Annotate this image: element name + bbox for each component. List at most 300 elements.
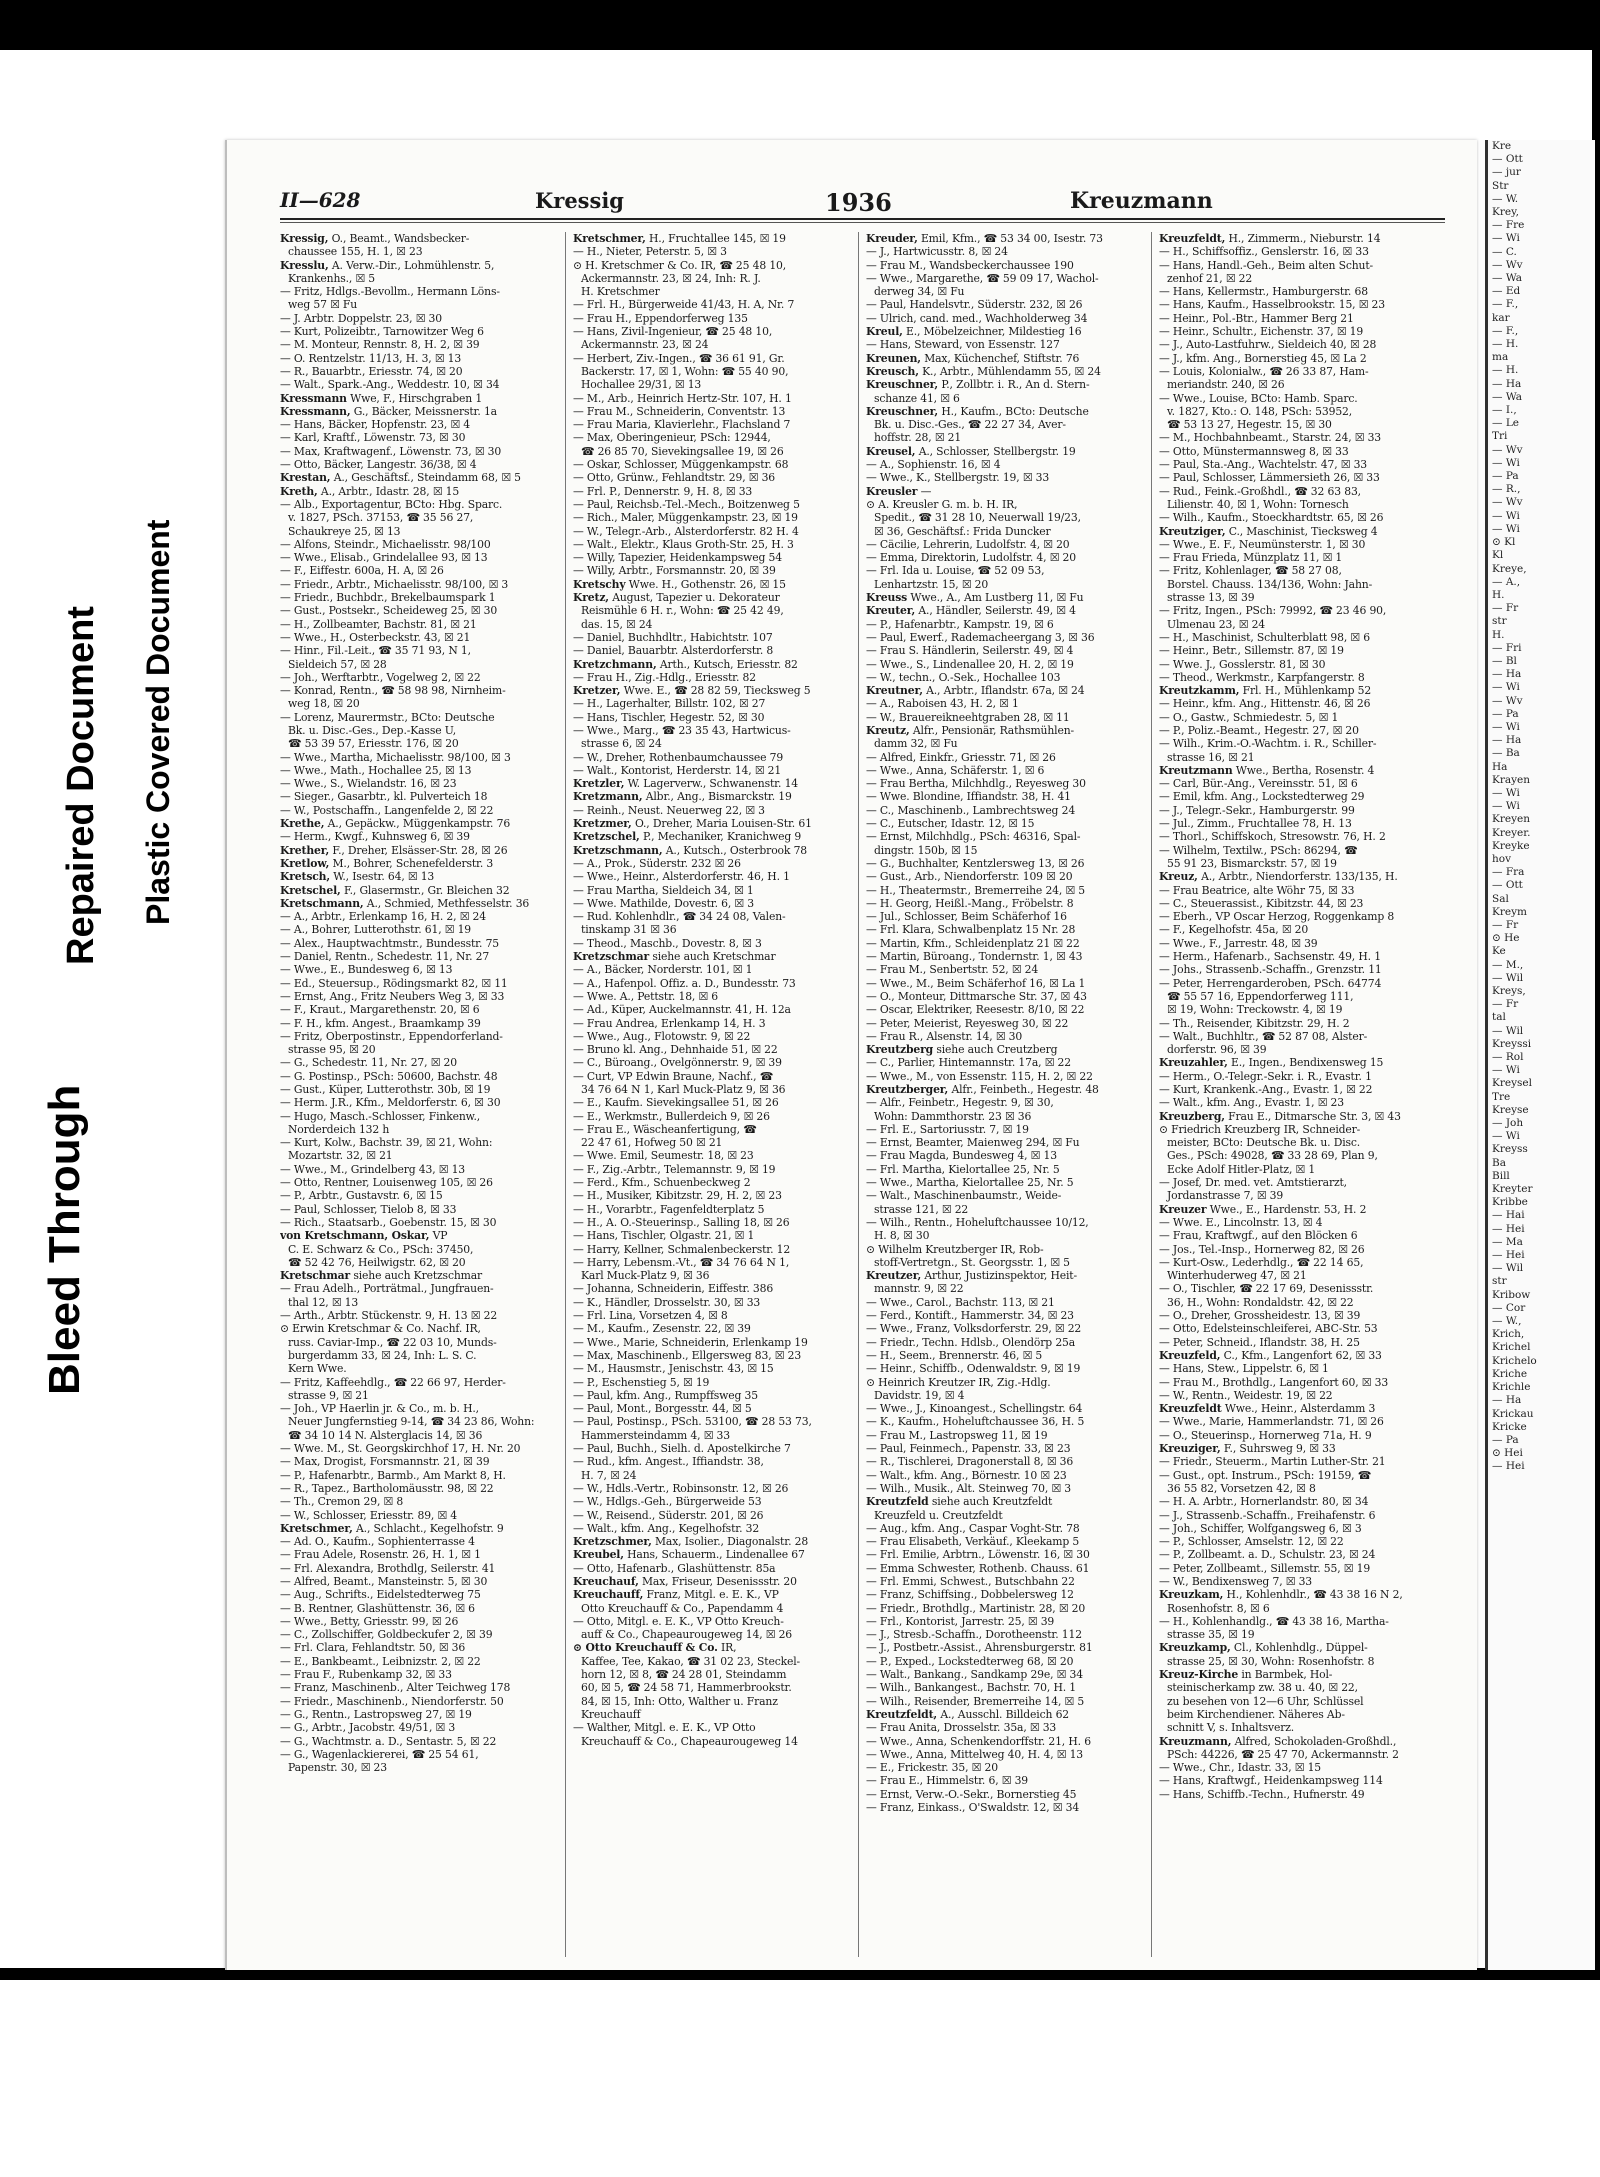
directory-entry — [866, 445, 1142, 458]
directory-entry — [280, 471, 556, 484]
adjacent-page-text: ⊙ Hei — [1492, 1447, 1523, 1460]
directory-entry — [1159, 498, 1435, 511]
entry-text: — Heinr., kfm. Ang., Hittenstr. 46, ☒ 26 — [1159, 697, 1371, 711]
directory-entry — [866, 1362, 1142, 1375]
adjacent-page-text: Krich, — [1492, 1328, 1525, 1341]
adjacent-page-text: — Wv — [1492, 443, 1523, 456]
entry-text: — Otto, Münstermannsweg 8, ☒ 33 — [1159, 444, 1349, 458]
entry-text: — Ernst, Verw.-O.-Sekr., Bornerstieg 45 — [866, 1787, 1077, 1801]
directory-entry — [280, 631, 556, 644]
entry-text: dingstr. 150b, ☒ 15 — [874, 843, 978, 857]
directory-entry — [280, 684, 556, 697]
adjacent-page-text: — C. — [1492, 245, 1517, 258]
directory-entry — [866, 1136, 1142, 1149]
directory-entry — [573, 1229, 849, 1242]
directory-entry — [1159, 1376, 1435, 1389]
entry-text: — Otto, Grünw., Fehlandtstr. 29, ☒ 36 — [573, 471, 776, 485]
entry-text: — M. Monteur, Rennstr. 8, H. 2, ☒ 39 — [280, 338, 480, 352]
directory-entry — [573, 365, 849, 378]
entry-text: — J., Strassenb.-Schaffn., Freihafenstr. 6 — [1159, 1508, 1376, 1522]
entry-text: A., Gepäckw., Müggenkampstr. 76 — [324, 817, 511, 831]
entry-text: Ackermannstr. 23, ☒ 24, Inh: R. J. — [581, 271, 761, 285]
entry-text: — P., Zollbeamt. a. D., Schulstr. 23, ☒ 24 — [1159, 1548, 1376, 1562]
directory-entry — [1159, 1362, 1435, 1375]
directory-entry — [280, 551, 556, 564]
directory-entry — [866, 1788, 1142, 1801]
entry-headword: Kretzschmer, — [573, 1535, 652, 1549]
entry-text: ☒ 19, Wohn: Treckowstr. 4, ☒ 19 — [1167, 1003, 1343, 1017]
directory-entry — [573, 485, 849, 498]
entry-text: W. Lagerverw., Schwanenstr. 14 — [624, 777, 799, 791]
adjacent-page-text: — H. — [1492, 364, 1519, 377]
entry-headword: Kretzmann, — [573, 790, 643, 804]
directory-entry — [1159, 870, 1435, 883]
directory-entry — [573, 1243, 849, 1256]
entry-headword: Kreuziger, — [1159, 1442, 1221, 1456]
entry-text: — Gust., Küper, Lutterothstr. 30b, ☒ 19 — [280, 1083, 491, 1096]
entry-headword: Kreuzfeld, — [1159, 1348, 1221, 1362]
directory-entry — [573, 817, 849, 830]
entry-text: — Wwe. Emil, Seumestr. 18, ☒ 23 — [573, 1149, 754, 1163]
directory-entry — [573, 1322, 849, 1335]
directory-entry — [280, 1189, 556, 1202]
directory-entry — [573, 1535, 849, 1548]
adjacent-page-text: Kreyen — [1492, 813, 1530, 826]
entry-text: — K., Kaufm., Hoheluftchaussee 36, H. 5 — [866, 1415, 1085, 1429]
entry-text: — Paul, Schlosser, Lämmersieth 26, ☒ 33 — [1159, 471, 1380, 485]
entry-text: — Wwe., K., Stellbergstr. 19, ☒ 33 — [866, 471, 1050, 485]
directory-entry — [573, 1615, 849, 1628]
entry-text: — Rud. Kohlenhdlr., ☎ 34 24 08, Valen- — [573, 910, 786, 924]
entry-text: — Jul., Schlosser, Beim Schäferhof 16 — [866, 910, 1067, 924]
entry-text: — J. Arbtr. Doppelstr. 23, ☒ 30 — [280, 311, 442, 325]
header-first-name: Kressig — [535, 188, 624, 213]
directory-entry — [866, 1801, 1142, 1814]
entry-text: Schaukreye 25, ☒ 13 — [288, 524, 401, 538]
entry-text: — H. Georg, Heißl.-Mang., Fröbelstr. 8 — [866, 896, 1074, 910]
entry-text: — Walt., Kontorist, Herderstr. 14, ☒ 21 — [573, 763, 782, 777]
directory-entry — [573, 777, 849, 790]
directory-entry — [280, 538, 556, 551]
directory-entry — [866, 1415, 1142, 1428]
directory-entry — [573, 312, 849, 325]
entry-text: — Wwe., Martha, Michaelisstr. 98/100, ☒ 3 — [280, 750, 511, 764]
entry-text: P., Mechaniker, Kranichweg 9 — [639, 830, 802, 844]
directory-entry — [280, 777, 556, 790]
adjacent-page-text: — Wil — [1492, 1024, 1524, 1037]
directory-entry — [1159, 1495, 1435, 1508]
directory-entry — [1159, 1695, 1435, 1708]
directory-entry — [280, 1176, 556, 1189]
entry-text: — Joh., Schiffer, Wolfgangsweg 6, ☒ 3 — [1159, 1521, 1362, 1535]
directory-entry — [280, 285, 556, 298]
entry-text: — Wwe., S., Lindenallee 20, H. 2, ☒ 19 — [866, 657, 1074, 671]
adjacent-page-text: hov — [1492, 852, 1512, 865]
entry-text: Frl. H., Mühlenkamp 52 — [1239, 684, 1372, 698]
directory-entry — [866, 551, 1142, 564]
entry-text: — H., Maschinist, Schulterblatt 98, ☒ 6 — [1159, 630, 1370, 644]
entry-text: — Ad., Küper, Auckelmannstr. 41, H. 12a — [573, 1003, 791, 1017]
directory-entry — [866, 378, 1142, 391]
directory-entry — [866, 1774, 1142, 1787]
entry-text: — Frau M., Lastropsweg 11, ☒ 19 — [866, 1428, 1048, 1442]
adjacent-page-text: Krayen — [1492, 773, 1531, 786]
directory-entry — [1159, 1136, 1435, 1149]
directory-entry — [1159, 804, 1435, 817]
directory-entry — [573, 724, 849, 737]
directory-entry — [280, 1495, 556, 1508]
entry-text: — Friedr., Buchbdr., Brekelbaumspark 1 — [280, 591, 496, 605]
entry-text: — F., Zig.-Arbtr., Telemannstr. 9, ☒ 19 — [573, 1162, 776, 1176]
adjacent-page-text: — M., — [1492, 958, 1524, 971]
entry-text: damm 32, ☒ Fu — [874, 737, 958, 751]
adjacent-page-text: — Ha — [1492, 377, 1522, 390]
entry-text: Krankenhs., ☒ 5 — [288, 271, 376, 285]
directory-entry — [866, 1681, 1142, 1694]
adjacent-page-text: — F., — [1492, 324, 1519, 337]
entry-text: weg 18, ☒ 20 — [288, 697, 360, 711]
directory-entry — [1159, 298, 1435, 311]
directory-entry — [573, 1575, 849, 1588]
entry-text: — Fritz, Kohlenlager, ☎ 58 27 08, — [1159, 564, 1342, 578]
directory-entry — [1159, 352, 1435, 365]
directory-entry — [280, 365, 556, 378]
directory-entry — [573, 1429, 849, 1442]
directory-entry — [280, 618, 556, 631]
entry-text: — Wilh., Krim.-O.-Wachtm. i. R., Schiller- — [1159, 737, 1377, 751]
directory-entry — [573, 1362, 849, 1375]
directory-entry — [573, 857, 849, 870]
directory-entry — [573, 1442, 849, 1455]
entry-text: — M., Arb., Heinrich Hertz-Str. 107, H. 1 — [573, 391, 792, 405]
entry-text: A., Arbtr., Idastr. 28, ☒ 15 — [317, 484, 460, 498]
entry-text: — Frau E., Wäscheanfertigung, ☎ — [573, 1122, 757, 1136]
directory-entry — [866, 1535, 1142, 1548]
directory-entry — [1159, 844, 1435, 857]
directory-entry — [280, 1083, 556, 1096]
directory-entry — [1159, 777, 1435, 790]
directory-entry — [573, 977, 849, 990]
entry-text: H., Fruchtallee 145, ☒ 19 — [645, 232, 786, 245]
entry-text: schanze 41, ☒ 6 — [874, 391, 960, 405]
entry-text: — R., Bauarbtr., Eriesstr. 74, ☒ 20 — [280, 364, 463, 378]
directory-entry — [280, 1070, 556, 1083]
entry-text: A. Verw.-Dir., Lohmühlenstr. 5, — [328, 258, 495, 272]
adjacent-page-text: Kribow — [1492, 1288, 1531, 1301]
entry-text: — Frau Adele, Rosenstr. 26, H. 1, ☒ 1 — [280, 1548, 481, 1562]
entry-text: — K., Händler, Drosselstr. 30, ☒ 33 — [573, 1295, 761, 1309]
directory-entry — [866, 1655, 1142, 1668]
directory-entry — [1159, 923, 1435, 936]
directory-entry — [866, 671, 1142, 684]
directory-entry — [573, 963, 849, 976]
directory-entry — [866, 1110, 1142, 1123]
entry-text: — A., Sophienstr. 16, ☒ 4 — [866, 458, 1001, 472]
directory-entry — [1159, 1455, 1435, 1468]
entry-text: — Frau, Kraftwgf., auf den Blöcken 6 — [1159, 1229, 1358, 1243]
entry-text: — Walt., kfm. Ang., Kegelhofstr. 32 — [573, 1521, 760, 1535]
entry-text: — Hinr., Fil.-Leit., ☎ 35 71 93, N 1, — [280, 644, 471, 658]
entry-text: — Peter, Meierist, Reyesweg 30, ☒ 22 — [866, 1016, 1069, 1030]
adjacent-page-text: — Wi — [1492, 720, 1520, 733]
directory-entry — [1159, 1588, 1435, 1601]
directory-entry — [1159, 857, 1435, 870]
entry-text: H., Zimmerm., Nieburstr. 14 — [1225, 232, 1381, 245]
entry-headword: Kreuzmann, — [1159, 1734, 1232, 1748]
entry-text: — Frau Andrea, Erlenkamp 14, H. 3 — [573, 1016, 766, 1030]
directory-entry — [1159, 272, 1435, 285]
adjacent-page-text: — Pa — [1492, 707, 1519, 720]
entry-text: — Walt., kfm. Ang., Evastr. 1, ☒ 23 — [1159, 1096, 1344, 1110]
adjacent-page-text: — W. — [1492, 192, 1519, 205]
entry-headword: Kretschy — [573, 577, 626, 591]
entry-text: — C., Steuerassist., Kibitzstr. 44, ☒ 23 — [1159, 896, 1364, 910]
directory-entry — [573, 511, 849, 524]
directory-entry — [866, 1096, 1142, 1109]
header-year: 1936 — [825, 188, 892, 217]
entry-headword: Krestan, — [280, 471, 331, 485]
directory-entry — [866, 338, 1142, 351]
directory-entry — [280, 1376, 556, 1389]
directory-entry — [573, 245, 849, 258]
directory-entry — [1159, 1482, 1435, 1495]
directory-entry — [866, 1509, 1142, 1522]
entry-text: — Paul, Postinsp., PSch. 53100, ☎ 28 53 73, — [573, 1415, 812, 1429]
entry-text: — Aug., Schrifts., Eidelstedterweg 75 — [280, 1588, 481, 1602]
directory-entry — [573, 764, 849, 777]
entry-text: — Frl. Ida u. Louise, ☎ 52 09 53, — [866, 564, 1045, 578]
entry-text: — H., Vorarbtr., Fagenfeldterplatz 5 — [573, 1202, 765, 1216]
entry-text: — Reinh., Neust. Neuerweg 22, ☒ 3 — [573, 803, 765, 817]
label-bleed-through: Bleed Through — [40, 1084, 89, 1395]
directory-entry — [1159, 431, 1435, 444]
entry-text: — A., Raboisen 43, H. 2, ☒ 1 — [866, 697, 1019, 711]
entry-text: — A., Arbtr., Erlenkamp 16, H. 2, ☒ 24 — [280, 910, 486, 924]
directory-entry — [573, 578, 849, 591]
adjacent-page-text: — Ma — [1492, 1235, 1523, 1248]
directory-entry — [280, 764, 556, 777]
entry-text: — Wwe. J., Gosslerstr. 81, ☒ 30 — [1159, 657, 1326, 671]
directory-entry — [866, 897, 1142, 910]
directory-entry — [573, 538, 849, 551]
directory-entry — [1159, 1748, 1435, 1761]
entry-text: — Wwe., Aug., Flotowstr. 9, ☒ 22 — [573, 1029, 751, 1043]
entry-text: — Johanna, Schneiderin, Eiffestr. 386 — [573, 1282, 774, 1296]
directory-entry — [573, 1256, 849, 1269]
entry-text: — Fritz, Ingen., PSch: 79992, ☎ 23 46 90, — [1159, 604, 1387, 618]
directory-entry — [573, 737, 849, 750]
entry-headword: Kretschmer, — [280, 1521, 353, 1535]
directory-entry — [573, 232, 849, 245]
directory-entry — [866, 937, 1142, 950]
entry-headword: Kreutziger, — [1159, 524, 1226, 538]
entry-text: — Frau R., Alsenstr. 14, ☒ 30 — [866, 1029, 1023, 1043]
adjacent-page-text: H. — [1492, 588, 1505, 601]
entry-text: — Alfred, Einkfr., Griesstr. 71, ☒ 26 — [866, 750, 1056, 764]
entry-headword: Kreul, — [866, 325, 903, 339]
entry-text: Emil, Kfm., ☎ 53 34 00, Isestr. 73 — [917, 232, 1103, 245]
adjacent-page-text: Kriche — [1492, 1367, 1528, 1380]
entry-text: — Frl. Clara, Fehlandtstr. 50, ☒ 36 — [280, 1641, 466, 1655]
directory-entry — [280, 937, 556, 950]
entry-headword: Kressig, — [280, 232, 329, 245]
directory-entry — [866, 1735, 1142, 1748]
entry-text: horn 12, ☒ 8, ☎ 24 28 01, Steindamm — [581, 1668, 787, 1682]
adjacent-page-text: — Fr — [1492, 998, 1519, 1011]
directory-entry — [1159, 1176, 1435, 1189]
directory-entry — [573, 1336, 849, 1349]
entry-text: das. 15, ☒ 24 — [581, 617, 653, 631]
entry-text: ☎ 53 39 57, Eriesstr. 176, ☒ 20 — [288, 737, 459, 751]
directory-entry — [280, 751, 556, 764]
adjacent-page-text: Bill — [1492, 1169, 1510, 1182]
label-repaired-document: Repaired Document — [60, 606, 102, 965]
adjacent-page-text: Kl — [1492, 549, 1504, 562]
directory-entry — [1159, 1721, 1435, 1734]
entry-text: strasse 35, ☒ 19 — [1167, 1628, 1255, 1642]
entry-text: — A., Hafenpol. Offiz. a. D., Bundesstr. 73 — [573, 976, 796, 990]
entry-text: — Frau Magda, Bundesweg 4, ☒ 13 — [866, 1149, 1057, 1163]
entry-text: burgerdamm 33, ☒ 24, Inh: L. S. C. — [288, 1348, 477, 1362]
directory-entry — [866, 1056, 1142, 1069]
entry-text: — Willy, Tapezier, Heidenkampsweg 54 — [573, 551, 782, 565]
directory-entry — [866, 511, 1142, 524]
directory-entry — [866, 259, 1142, 272]
directory-entry — [866, 1402, 1142, 1415]
entry-text: — Wwe., J., Kinoangest., Schellingstr. 64 — [866, 1402, 1083, 1416]
directory-entry — [866, 1695, 1142, 1708]
entry-text: — O., Monteur, Dittmarsche Str. 37, ☒ 43 — [866, 989, 1087, 1003]
adjacent-page-text: — Wi — [1492, 786, 1520, 799]
directory-entry — [573, 1548, 849, 1561]
adjacent-page-text: Ha — [1492, 760, 1508, 773]
directory-entry — [573, 1030, 849, 1043]
directory-entry — [573, 1136, 849, 1149]
entry-headword: Kreunen, — [866, 351, 921, 365]
entry-headword: Kretsch, — [280, 870, 330, 884]
entry-text: G., Bäcker, Meissnerstr. 1a — [350, 404, 497, 418]
entry-text: Ges., PSch: 49028, ☎ 33 28 69, Plan 9, — [1167, 1149, 1378, 1163]
directory-entry — [1159, 1056, 1435, 1069]
directory-entry — [866, 724, 1142, 737]
directory-entry — [866, 1495, 1142, 1508]
entry-text: — H., Kohlenhandlg., ☎ 43 38 16, Martha- — [1159, 1614, 1389, 1628]
directory-entry — [866, 963, 1142, 976]
entry-text: 34 76 64 N 1, Karl Muck-Platz 9, ☒ 36 — [581, 1083, 786, 1096]
directory-entry — [866, 1083, 1142, 1096]
adjacent-page-text: Kreyssi — [1492, 1037, 1532, 1050]
directory-entry — [280, 1096, 556, 1109]
entry-text: Wohn: Dammthorstr. 23 ☒ 36 — [874, 1109, 1032, 1123]
entry-text: Davidstr. 19, ☒ 4 — [874, 1388, 965, 1402]
directory-entry — [866, 312, 1142, 325]
entry-headword: Kretzschmann, — [573, 843, 663, 857]
directory-entry — [866, 1615, 1142, 1628]
entry-text: — Walt., Spark.-Ang., Weddestr. 10, ☒ 34 — [280, 378, 500, 392]
directory-entry — [1159, 697, 1435, 710]
directory-entry — [280, 1415, 556, 1428]
entry-text: — Paul, Reichsb.-Tel.-Mech., Boitzenweg 5 — [573, 497, 800, 511]
entry-text: — Franz, Maschinenb., Alter Teichweg 178 — [280, 1681, 511, 1695]
adjacent-page-text: — Wi — [1492, 509, 1520, 522]
adjacent-page-text: str — [1492, 615, 1507, 628]
entry-text: — Wwe., E., Bundesweg 6, ☒ 13 — [280, 963, 453, 977]
adjacent-page-text: Ba — [1492, 1156, 1506, 1169]
entry-text: — Louis, Kolonialw., ☎ 26 33 87, Ham- — [1159, 364, 1369, 378]
entry-text: ☎ 34 10 14 N. Alsterglacis 14, ☒ 36 — [288, 1428, 483, 1442]
entry-text: — Frl. H., Bürgerweide 41/43, H. A, Nr. 7 — [573, 298, 795, 312]
entry-text: K., Arbtr., Mühlendamm 55, ☒ 24 — [918, 364, 1101, 378]
directory-entry — [866, 1482, 1142, 1495]
entry-headword: Kreuchauf, — [573, 1574, 639, 1588]
entry-text: — Wwe., M., Beim Schäferhof 16, ☒ La 1 — [866, 976, 1086, 990]
directory-entry — [866, 1123, 1142, 1136]
directory-entry — [573, 1641, 849, 1654]
entry-text: — H., Musiker, Kibitzstr. 29, H. 2, ☒ 23 — [573, 1189, 782, 1203]
directory-entry — [280, 245, 556, 258]
entry-text: — Josef, Dr. med. vet. Amtstierarzt, — [1159, 1176, 1347, 1190]
directory-entry — [866, 697, 1142, 710]
adjacent-page-text: Kre — [1492, 140, 1512, 152]
entry-text: — Otto, Bäcker, Langestr. 36/38, ☒ 4 — [280, 458, 477, 472]
adjacent-page-text: Ke — [1492, 945, 1506, 958]
entry-text: — W., Dreher, Rothenbaumchaussee 79 — [573, 750, 784, 764]
entry-text: — Otto, Mitgl. e. E. K., VP Otto Kreuch- — [573, 1614, 784, 1628]
adjacent-page-text: — Rol — [1492, 1051, 1524, 1064]
directory-entry — [866, 1256, 1142, 1269]
entry-text: — W., techn., O.-Sek., Hochallee 103 — [866, 670, 1061, 684]
entry-text: — P., Hafenarbtr., Kampstr. 19, ☒ 6 — [866, 617, 1054, 631]
entry-text: — W., Schlosser, Eriesstr. 89, ☒ 4 — [280, 1508, 458, 1522]
directory-entry — [280, 1203, 556, 1216]
entry-text: Ackermannstr. 23, ☒ 24 — [581, 338, 709, 352]
directory-entry — [866, 525, 1142, 538]
directory-entry — [573, 1389, 849, 1402]
entry-text: — Wwe., Math., Hochallee 25, ☒ 13 — [280, 763, 472, 777]
entry-text: — Lorenz, Maurermstr., BCto: Deutsche — [280, 710, 495, 724]
adjacent-page-fragment — [1485, 140, 1595, 1970]
directory-entry — [1159, 1256, 1435, 1269]
entry-text: Hochallee 29/31, ☒ 13 — [581, 378, 702, 392]
directory-entry — [1159, 644, 1435, 657]
entry-text: — Joh., VP Haerlin jr. & Co., m. b. H., — [280, 1402, 479, 1416]
directory-entry — [573, 285, 849, 298]
entry-text: — Hans, Tischler, Olgastr. 21, ☒ 1 — [573, 1229, 755, 1243]
directory-entry — [573, 1309, 849, 1322]
entry-text: — G. Postinsp., PSch: 50600, Bachstr. 48 — [280, 1069, 498, 1083]
directory-entry — [866, 1163, 1142, 1176]
directory-entry — [573, 564, 849, 577]
directory-entry — [280, 1269, 556, 1282]
entry-text: — Sieger., Gasarbtr., kl. Pulverteich 18 — [280, 790, 488, 804]
directory-entry — [280, 1056, 556, 1069]
entry-text: Sieldeich 57, ☒ 28 — [288, 657, 387, 671]
entry-text: — W., Hdlgs.-Geh., Bürgerweide 53 — [573, 1495, 762, 1509]
directory-entry — [1159, 817, 1435, 830]
directory-entry — [280, 1429, 556, 1442]
directory-entry — [573, 1469, 849, 1482]
directory-entry — [1159, 671, 1435, 684]
adjacent-page-text: Kricke — [1492, 1420, 1527, 1433]
directory-entry — [1159, 1389, 1435, 1402]
directory-entry — [280, 1761, 556, 1774]
directory-entry — [1159, 259, 1435, 272]
directory-entry — [280, 1296, 556, 1309]
entry-text: — Wwe., Elisab., Grindelallee 93, ☒ 13 — [280, 551, 488, 565]
header-rule-thin — [280, 222, 1445, 223]
adjacent-page-text: Krichel — [1492, 1341, 1531, 1354]
directory-entry — [280, 232, 556, 245]
